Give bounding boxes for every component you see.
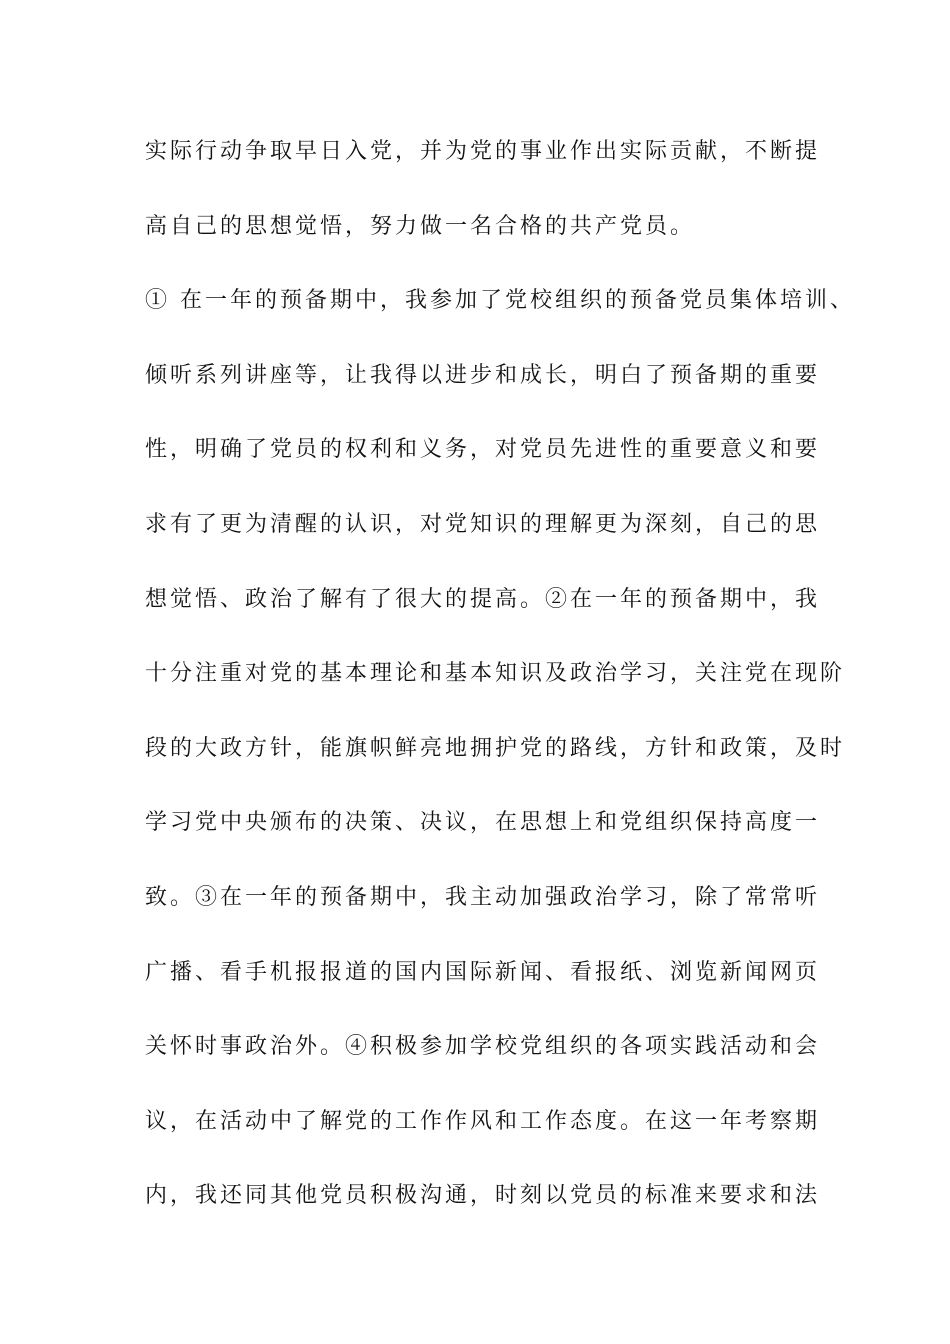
text-line: 段的大政方针，能旗帜鲜亮地拥护党的路线，方针和政策，及时: [145, 735, 846, 761]
text-line: 内，我还同其他党员积极沟通，时刻以党员的标准来要求和法: [145, 1183, 821, 1209]
body-text: [145, 130, 855, 1249]
text-line: 议，在活动中了解党的工作作风和工作态度。在这一年考察期: [145, 1108, 821, 1134]
text-line: 倾听系列讲座等，让我得以进步和成长，明白了预备期的重要: [145, 362, 821, 388]
text-line: ① 在一年的预备期中，我参加了党校组织的预备党员集体培训、: [145, 288, 855, 314]
text-line: 学习党中央颁布的决策、决议，在思想上和党组织保持高度一: [145, 810, 821, 836]
text-line: 实际行动争取早日入党，并为党的事业作出实际贡献，不断提: [145, 139, 821, 164]
text-line: 广播、看手机报报道的国内国际新闻、看报纸、浏览新闻网页: [145, 959, 821, 985]
text-line: 关怀时事政治外。④积极参加学校党组织的各项实践活动和会: [145, 1034, 821, 1060]
text-line: 致。③在一年的预备期中，我主动加强政治学习，除了常常听: [145, 884, 821, 910]
text-line: 高自己的思想觉悟，努力做一名合格的共产党员。: [145, 213, 696, 239]
text-line: 求有了更为清醒的认识，对党知识的理解更为深刻，自己的思: [145, 511, 821, 537]
text-line: 想觉悟、政治了解有了很大的提高。②在一年的预备期中，我: [145, 586, 821, 612]
text-line: 性，明确了党员的权利和义务，对党员先进性的重要意义和要: [145, 437, 821, 463]
text-line: 十分注重对党的基本理论和基本知识及政治学习，关注党在现阶: [145, 661, 846, 687]
